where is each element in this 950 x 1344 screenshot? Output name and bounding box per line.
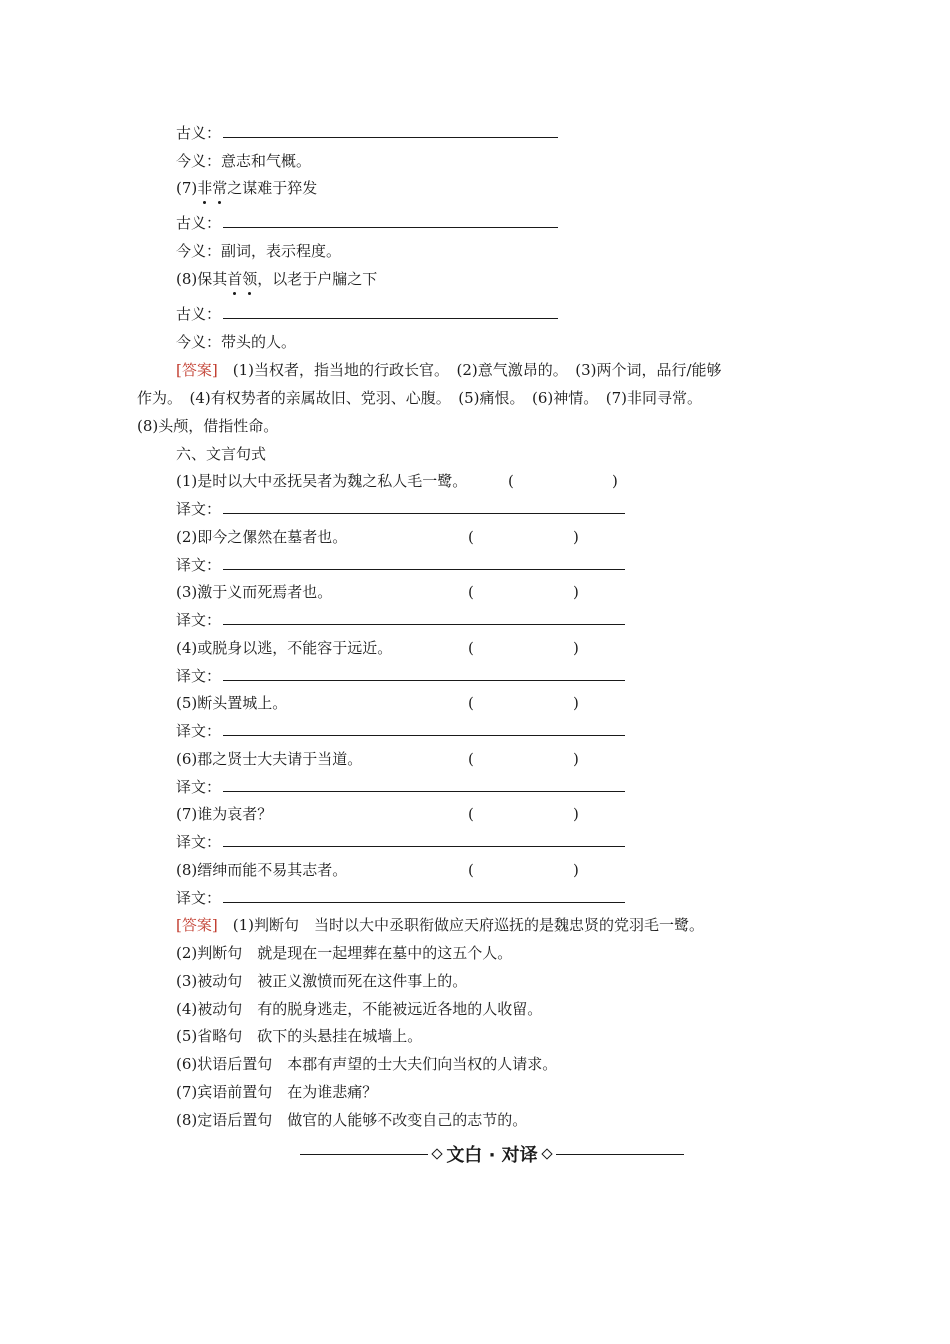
diamond-icon <box>541 1148 552 1159</box>
jin-line-8: 今义：带头的人。 <box>176 333 297 351</box>
answer-blank[interactable] <box>223 846 625 847</box>
section-heading: 六、文言句式 <box>176 445 267 463</box>
divider <box>300 1154 428 1155</box>
gu-label-6: 古义： <box>176 123 558 143</box>
sentence-item-3: (3)激于义而死焉者也。 <box>176 583 333 601</box>
sentence-answer-6: (6)状语后置句 本郡有声望的士大夫们向当权的人请求。 <box>176 1055 558 1073</box>
vocab-item-8: (8)保其首领，以老于户牖之下 <box>176 270 378 288</box>
divider <box>556 1154 684 1155</box>
sentence-answer-1: [答案] (1)判断句 当时以大中丞职衔做应天府巡抚的是魏忠贤的党羽毛一鹭。 <box>176 916 704 934</box>
sentence-item-4: (4)或脱身以逃，不能容于远近。 <box>176 639 393 657</box>
jin-line-6: 今义：意志和气概。 <box>176 152 312 170</box>
answer-blank[interactable] <box>223 569 625 570</box>
answer-tag: [答案] <box>176 361 218 379</box>
paren-open: ( <box>468 639 474 657</box>
vocab-item-7: (7)非常之谋难于猝发 <box>176 179 318 197</box>
paren-open: ( <box>468 694 474 712</box>
paren-open: ( <box>468 528 474 546</box>
paren-close: ) <box>573 750 579 768</box>
paren-close: ) <box>573 805 579 823</box>
answer-blank[interactable] <box>223 227 558 228</box>
translate-line-7: 译文： <box>176 832 625 852</box>
answer-blank[interactable] <box>223 513 625 514</box>
translate-line-4: 译文： <box>176 666 625 686</box>
translate-line-1: 译文： <box>176 499 625 519</box>
answer-blank[interactable] <box>223 624 625 625</box>
translate-line-2: 译文： <box>176 555 625 575</box>
sentence-answer-5: (5)省略句 砍下的头悬挂在城墙上。 <box>176 1027 423 1045</box>
paren-close: ) <box>573 861 579 879</box>
answer-blank[interactable] <box>223 318 558 319</box>
answer-tag: [答案] <box>176 916 218 934</box>
jin-line-7: 今义：副词，表示程度。 <box>176 242 342 260</box>
vocab-answer-line-3: (8)头颅，借指性命。 <box>137 417 279 435</box>
section-title-banner <box>300 1142 684 1166</box>
sentence-answer-7: (7)宾语前置句 在为谁悲痛？ <box>176 1083 378 1101</box>
sentence-answer-4: (4)被动句 有的脱身逃走，不能被远近各地的人收留。 <box>176 1000 543 1018</box>
paren-close: ) <box>573 528 579 546</box>
diamond-icon <box>432 1148 443 1159</box>
paren-open: ( <box>468 583 474 601</box>
sentence-item-7: (7)谁为哀者？ <box>176 805 273 823</box>
answer-blank[interactable] <box>223 791 625 792</box>
paren-open: ( <box>468 861 474 879</box>
section-title: 文白 · 对译 <box>446 1145 538 1166</box>
paren-open: ( <box>508 472 514 490</box>
sentence-item-1: (1)是时以大中丞抚吴者为魏之私人毛一鹭。 <box>176 472 468 490</box>
paren-open: ( <box>468 805 474 823</box>
sentence-answer-8: (8)定语后置句 做官的人能够不改变自己的志节的。 <box>176 1111 528 1129</box>
sentence-item-5: (5)断头置城上。 <box>176 694 288 712</box>
paren-close: ) <box>612 472 618 490</box>
answer-blank[interactable] <box>223 680 625 681</box>
paren-open: ( <box>468 750 474 768</box>
vocab-answer-line-2: 作为。 (4)有权势者的亲属故旧、党羽、心腹。 (5)痛恨。 (6)神情。 (7)非同寻常。 <box>137 389 702 407</box>
translate-line-6: 译文： <box>176 777 625 797</box>
sentence-item-2: (2)即今之傫然在墓者也。 <box>176 528 348 546</box>
paren-close: ) <box>573 694 579 712</box>
paren-close: ) <box>573 583 579 601</box>
vocab-answer-line-1: [答案] (1)当权者，指当地的行政长官。 (2)意气激昂的。 (3)两个词，品行/能够 <box>176 361 722 379</box>
sentence-item-8: (8)缙绅而能不易其志者。 <box>176 861 348 879</box>
gu-label-8: 古义： <box>176 304 558 324</box>
translate-line-3: 译文： <box>176 610 625 630</box>
answer-blank[interactable] <box>223 137 558 138</box>
answer-blank[interactable] <box>223 735 625 736</box>
sentence-answer-2: (2)判断句 就是现在一起埋葬在墓中的这五个人。 <box>176 944 513 962</box>
gu-label-7: 古义： <box>176 213 558 233</box>
sentence-item-6: (6)郡之贤士大夫请于当道。 <box>176 750 363 768</box>
translate-line-5: 译文： <box>176 721 625 741</box>
paren-close: ) <box>573 639 579 657</box>
answer-blank[interactable] <box>223 902 625 903</box>
sentence-answer-3: (3)被动句 被正义激愤而死在这件事上的。 <box>176 972 468 990</box>
translate-line-8: 译文： <box>176 888 625 908</box>
